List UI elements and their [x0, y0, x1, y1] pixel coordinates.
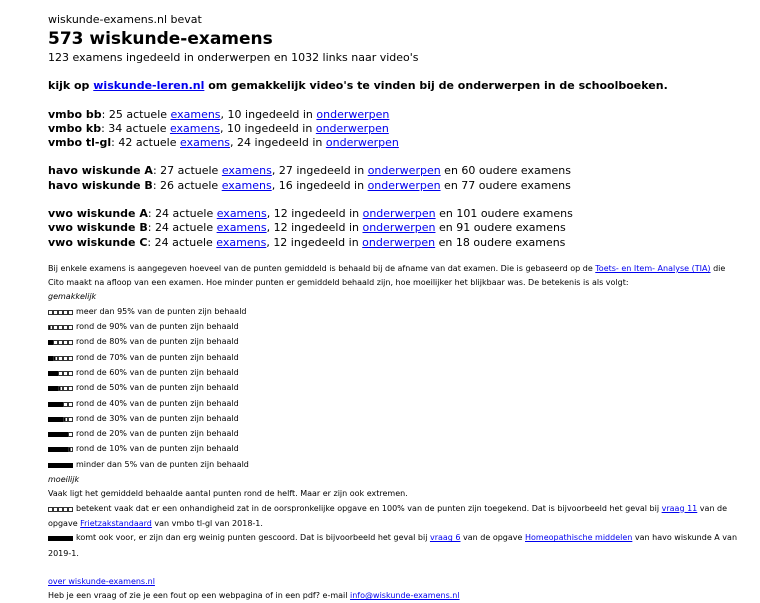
ingedeeld-count: 12 [273, 206, 288, 220]
page-content [48, 13, 738, 603]
intro-text [48, 262, 738, 291]
ingedeeld-count: 10 [227, 107, 242, 121]
en-word: en [440, 178, 462, 192]
scale-row [48, 351, 738, 366]
homeopathische-middelen-link[interactable]: Homeopathische middelen [525, 533, 633, 543]
intro-part1: Bij enkele examens is aangegeven hoeveel van de punten gemiddeld is behaald bij de afname van dat examen. Die is gebaseerd op de [48, 263, 596, 273]
exam-row: havo wiskunde A: 27 actuele examens, 27 ingedeeld in onderwerpen en 60 oudere examens [48, 164, 571, 178]
ingedeeld-word: ingedeeld in [287, 235, 363, 249]
kijk-pre: kijk op [48, 79, 94, 92]
exam-name: vmbo tl-gl [48, 136, 112, 150]
difficulty-bar-icon [48, 306, 73, 320]
scale-text: rond de 30% van de punten zijn behaald [76, 413, 239, 423]
actuele-word: actuele [122, 107, 171, 121]
frietzakstandaard-link[interactable]: Frietzakstandaard [80, 518, 152, 528]
exam-name: vwo wiskunde A [48, 206, 148, 220]
examens-link[interactable]: examens [180, 136, 231, 150]
empty-note-pre: betekent vaak dat er een onhandigheid zat in de oorspronkelijke opgave en 100% van de punten zijn toegekend. Dat is bijvoorbeeld het geval bij [76, 503, 662, 513]
examens-link[interactable]: examens [216, 221, 267, 235]
scale-row [48, 442, 738, 457]
en-word: en [435, 235, 456, 249]
contact-line [48, 589, 738, 603]
oudere-word: oudere examens [475, 178, 571, 192]
oudere-count: 101 [456, 206, 478, 220]
easy-label: gemakkelijk [48, 292, 97, 302]
empty-note [48, 502, 738, 532]
kijk-post: om gemakkelijk video's te vinden bij de onderwerpen in de schoolboeken. [204, 79, 668, 92]
en-word: en [435, 221, 457, 235]
full-note-mid: van de opgave [460, 533, 525, 543]
examens-link[interactable]: examens [221, 164, 272, 178]
exam-name: havo wiskunde B [48, 178, 153, 192]
en-word: en [435, 206, 457, 220]
oudere-word: oudere examens [475, 164, 571, 178]
exam-count: 24 [155, 206, 170, 220]
onderwerpen-link[interactable]: onderwerpen [362, 221, 436, 235]
scale-text: rond de 90% van de punten zijn behaald [76, 322, 239, 332]
oudere-count: 77 [461, 178, 476, 192]
examens-link[interactable]: examens [169, 121, 220, 135]
full-note-post: van havo wiskunde A van 2019-1. [48, 533, 738, 558]
oudere-count: 18 [455, 235, 470, 249]
scale-row [48, 320, 738, 335]
exam-name: havo wiskunde A [48, 164, 153, 178]
difficulty-bar-icon [48, 321, 73, 335]
exam-count: 24 [154, 221, 169, 235]
vraag-11-link[interactable]: vraag 11 [661, 503, 698, 513]
difficulty-bar-icon [48, 398, 73, 412]
onderwerpen-link[interactable]: onderwerpen [367, 178, 441, 192]
actuele-word: actuele [174, 164, 222, 178]
difficulty-bar-icon [48, 367, 73, 381]
exam-name: vmbo bb [48, 107, 102, 121]
ingedeeld-word: ingedeeld in [241, 107, 317, 121]
vraag-6-link[interactable]: vraag 6 [429, 533, 461, 543]
exam-count: 26 [160, 178, 175, 192]
difficulty-bar-icon [48, 443, 73, 457]
ingedeeld-word: ingedeeld in [292, 164, 368, 178]
scale-row [48, 397, 738, 412]
scale-text: rond de 50% van de punten zijn behaald [76, 383, 239, 393]
scale-text: meer dan 95% van de punten zijn behaald [76, 306, 247, 316]
actuele-word: actuele [169, 206, 217, 220]
summary-text: 123 examens ingedeeld in onderwerpen en 1032 links naar video's [48, 50, 419, 64]
onderwerpen-link[interactable]: onderwerpen [325, 136, 399, 150]
exam-row: vmbo bb: 25 actuele examens, 10 ingedeeld in onderwerpen [48, 107, 390, 121]
examens-link[interactable]: examens [221, 178, 272, 192]
wiskunde-leren-link[interactable]: wiskunde-leren.nl [93, 79, 205, 92]
site-subtitle: wiskunde-examens.nl bevat [48, 13, 202, 26]
scale-row [48, 335, 738, 350]
oudere-word: oudere examens [470, 221, 566, 235]
exam-count: 42 [118, 136, 133, 150]
scale-text: rond de 70% van de punten zijn behaald [76, 352, 239, 362]
onderwerpen-link[interactable]: onderwerpen [367, 164, 441, 178]
difficulty-bar-icon [48, 413, 73, 427]
ingedeeld-word: ingedeeld in [251, 136, 326, 150]
ingedeeld-word: ingedeeld in [287, 221, 363, 235]
difficulty-bar-icon [48, 382, 73, 396]
oudere-word: oudere examens [469, 235, 566, 249]
actuele-word: actuele [122, 121, 170, 135]
ingedeeld-count: 24 [237, 136, 252, 150]
exam-row: vmbo tl-gl: 42 actuele examens, 24 ingedeeld in onderwerpen [48, 136, 399, 150]
scale-row [48, 412, 738, 427]
page-title: 573 wiskunde-examens [48, 28, 273, 49]
scale-row [48, 366, 738, 381]
ingedeeld-count: 16 [278, 178, 293, 192]
difficulty-bar-icon [48, 352, 73, 366]
scale-text: rond de 60% van de punten zijn behaald [76, 367, 239, 377]
exam-count: 27 [160, 164, 175, 178]
ingedeeld-word: ingedeeld in [292, 178, 368, 192]
scale-row [48, 427, 738, 442]
exam-row: vmbo kb: 34 actuele examens, 10 ingedeeld in onderwerpen [48, 121, 389, 135]
ingedeeld-count: 12 [273, 235, 288, 249]
onderwerpen-link[interactable]: onderwerpen [315, 121, 389, 135]
en-word: en [440, 164, 462, 178]
email-link[interactable]: info@wiskunde-examens.nl [350, 591, 460, 601]
scale-row [48, 458, 738, 473]
difficulty-bar-icon [48, 336, 73, 350]
contact-text: Heb je een vraag of zie je een fout op een webpagina of in een pdf? e-mail [48, 591, 351, 601]
actuele-word: actuele [174, 178, 222, 192]
actuele-word: actuele [132, 136, 181, 150]
oudere-count: 91 [456, 221, 471, 235]
ingedeeld-word: ingedeeld in [240, 121, 316, 135]
difficulty-bar-icon [48, 459, 73, 473]
exam-row: vwo wiskunde B: 24 actuele examens, 12 ingedeeld in onderwerpen en 91 oudere examens [48, 221, 566, 235]
examens-link[interactable]: examens [170, 107, 221, 121]
exam-row: vwo wiskunde C: 24 actuele examens, 12 ingedeeld in onderwerpen en 18 oudere examens [48, 235, 566, 249]
scale-text: minder dan 5% van de punten zijn behaald [76, 459, 249, 469]
ingedeeld-count: 27 [278, 164, 293, 178]
tia-link[interactable]: Toets- en Item- Analyse (TIA) [595, 263, 711, 273]
about-link[interactable]: over wiskunde-examens.nl [48, 576, 155, 586]
onderwerpen-link[interactable]: onderwerpen [362, 206, 436, 220]
exam-name: vmbo kb [48, 121, 102, 135]
scale-text: rond de 10% van de punten zijn behaald [76, 444, 239, 454]
empty-note-mid: van de opgave [48, 503, 728, 528]
exam-name: vwo wiskunde C [48, 235, 148, 249]
exam-count: 24 [154, 235, 169, 249]
exam-row: vwo wiskunde A: 24 actuele examens, 12 ingedeeld in onderwerpen en 101 oudere examens [48, 206, 573, 220]
actuele-word: actuele [168, 221, 217, 235]
ingedeeld-count: 10 [226, 121, 241, 135]
full-note [48, 531, 738, 561]
exam-count: 25 [108, 107, 123, 121]
examens-link[interactable]: examens [216, 206, 267, 220]
full-bar-icon [48, 532, 73, 546]
oudere-count: 60 [461, 164, 476, 178]
intro-part2: die Cito maakt na afloop van een examen. Hoe minder punten er gemiddeld behaald zijn, hoe moeilijker het blijkbaar was. De betekenis is als volgt: [48, 263, 726, 288]
actuele-word: actuele [168, 235, 217, 249]
empty-note-post: van vmbo tl-gl van 2018-1. [151, 518, 263, 528]
difficulty-bar-icon [48, 428, 73, 442]
scale-text: rond de 40% van de punten zijn behaald [76, 398, 239, 408]
empty-bar-icon [48, 503, 73, 517]
difficulty-scale [48, 305, 738, 473]
ingedeeld-word: ingedeeld in [287, 206, 363, 220]
exam-groups [48, 94, 738, 250]
half-note: Vaak ligt het gemiddeld behaalde aantal punten rond de helft. Maar er zijn ook extremen. [48, 489, 408, 499]
scale-row [48, 305, 738, 320]
hard-label: moeilijk [48, 475, 80, 485]
full-note-pre: komt ook voor, er zijn dan erg weinig punten gescoord. Dat is bijvoorbeeld het geval bij [76, 533, 430, 543]
onderwerpen-link[interactable]: onderwerpen [362, 235, 436, 249]
kijk-op-line [48, 79, 738, 94]
scale-text: rond de 80% van de punten zijn behaald [76, 337, 239, 347]
exam-count: 34 [108, 121, 123, 135]
onderwerpen-link[interactable]: onderwerpen [316, 107, 390, 121]
ingedeeld-count: 12 [273, 221, 288, 235]
oudere-word: oudere examens [477, 206, 573, 220]
scale-text: rond de 20% van de punten zijn behaald [76, 429, 239, 439]
exam-name: vwo wiskunde B [48, 221, 148, 235]
exam-row: havo wiskunde B: 26 actuele examens, 16 ingedeeld in onderwerpen en 77 oudere examens [48, 178, 571, 192]
scale-row [48, 381, 738, 396]
examens-link[interactable]: examens [216, 235, 267, 249]
